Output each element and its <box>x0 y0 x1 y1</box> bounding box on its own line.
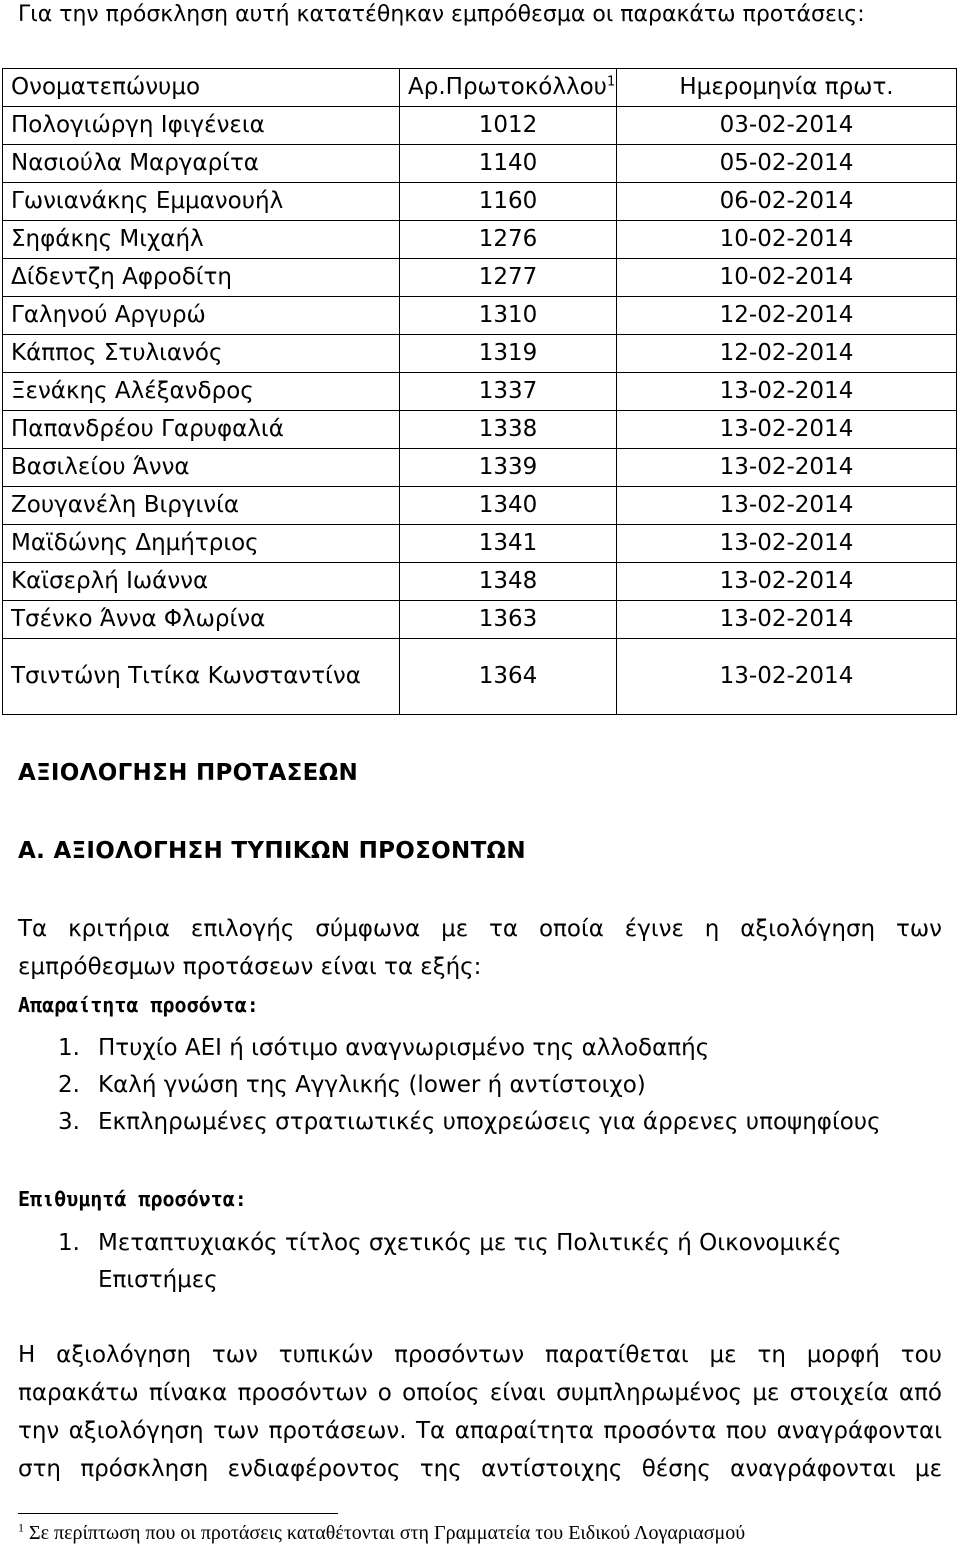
list-item-text: Εκπληρωμένες στρατιωτικές υποχρεώσεις για άρρενες υποψηφίους <box>98 1109 881 1135</box>
intro-text: Για την πρόσκληση αυτή κατατέθηκαν εμπρόθεσμα οι παρακάτω προτάσεις: <box>18 2 865 27</box>
criteria-line-1: Τα κριτήρια επιλογής σύμφωνα με τα οποία έγινε η αξιολόγηση των <box>18 916 942 942</box>
cell-name: Βασιλείου Άννα <box>3 449 400 487</box>
table-row <box>3 107 957 145</box>
cell-date: 06-02-2014 <box>617 183 957 221</box>
cell-name: Σηφάκης Μιχαήλ <box>3 221 400 259</box>
desired-list <box>58 1225 918 1299</box>
list-item-number: 2. <box>58 1072 80 1098</box>
evaluation-line-1: Η αξιολόγηση των τυπικών προσόντων παρατίθεται με τη μορφή του <box>18 1342 942 1368</box>
cell-date: 13-02-2014 <box>617 563 957 601</box>
cell-name: Πολογιώργη Ιφιγένεια <box>3 107 400 145</box>
table-row <box>3 487 957 525</box>
table-row <box>3 411 957 449</box>
cell-name: Ζουγανέλη Βιργινία <box>3 487 400 525</box>
table-row <box>3 183 957 221</box>
cell-protocol: 1340 <box>400 487 617 525</box>
cell-protocol: 1160 <box>400 183 617 221</box>
desired-label: Επιθυμητά προσόντα: <box>18 1187 247 1211</box>
cell-name: Τσένκο Άννα Φλωρίνα <box>3 601 400 639</box>
cell-date: 03-02-2014 <box>617 107 957 145</box>
cell-date: 12-02-2014 <box>617 297 957 335</box>
cell-date: 13-02-2014 <box>617 373 957 411</box>
criteria-line-2: εμπρόθεσμων προτάσεων είναι τα εξής: <box>18 954 482 980</box>
table-row <box>3 335 957 373</box>
cell-protocol: 1338 <box>400 411 617 449</box>
evaluation-paragraph <box>18 1336 942 1488</box>
cell-date: 13-02-2014 <box>617 411 957 449</box>
table-row <box>3 259 957 297</box>
desired-line-2: Επιστήμες <box>98 1267 218 1293</box>
list-item-number: 1. <box>58 1035 80 1061</box>
table-row <box>3 639 957 715</box>
cell-protocol: 1140 <box>400 145 617 183</box>
cell-protocol: 1339 <box>400 449 617 487</box>
footnote-divider <box>18 1513 338 1514</box>
cell-protocol: 1319 <box>400 335 617 373</box>
list-item <box>58 1030 881 1067</box>
list-item <box>58 1067 881 1104</box>
list-item <box>58 1104 881 1141</box>
cell-protocol: 1348 <box>400 563 617 601</box>
table-row <box>3 373 957 411</box>
cell-date: 13-02-2014 <box>617 601 957 639</box>
list-item-number: 1. <box>58 1230 80 1256</box>
cell-protocol: 1310 <box>400 297 617 335</box>
cell-date: 10-02-2014 <box>617 221 957 259</box>
cell-date: 13-02-2014 <box>617 487 957 525</box>
cell-date: 12-02-2014 <box>617 335 957 373</box>
evaluation-line-3: την αξιολόγηση των προτάσεων. Τα απαραίτητα προσόντα που αναγράφονται <box>18 1418 942 1444</box>
table-row <box>3 601 957 639</box>
evaluation-line-2: παρακάτω πίνακα προσόντων ο οποίος είναι συμπληρωμένος με στοιχεία από <box>18 1380 942 1406</box>
proposals-table <box>2 68 957 715</box>
cell-name: Κάππος Στυλιανός <box>3 335 400 373</box>
header-protocol-label: Αρ.Πρωτοκόλλου <box>408 74 607 100</box>
subsection-title: Α. ΑΞΙΟΛΟΓΗΣΗ ΤΥΠΙΚΩΝ ΠΡΟΣΟΝΤΩΝ <box>18 838 526 864</box>
list-item-text: Καλή γνώση της Αγγλικής (lower ή αντίστοιχο) <box>98 1072 646 1098</box>
table-row <box>3 297 957 335</box>
list-item-number: 3. <box>58 1109 80 1135</box>
cell-protocol: 1364 <box>400 639 617 715</box>
table-header-row <box>3 69 957 107</box>
section-title: ΑΞΙΟΛΟΓΗΣΗ ΠΡΟΤΑΣΕΩΝ <box>18 760 359 786</box>
footnote-text: Σε περίπτωση που οι προτάσεις καταθέτονται στη Γραμματεία του Ειδικού Λογαριασμού <box>29 1522 746 1544</box>
desired-line-1: Μεταπτυχιακός τίτλος σχετικός με τις Πολιτικές ή Οικονομικές <box>98 1230 842 1256</box>
cell-protocol: 1276 <box>400 221 617 259</box>
list-item-text: Πτυχίο ΑΕΙ ή ισότιμο αναγνωρισμένο της αλλοδαπής <box>98 1035 710 1061</box>
table-row <box>3 221 957 259</box>
cell-protocol: 1277 <box>400 259 617 297</box>
cell-protocol: 1363 <box>400 601 617 639</box>
cell-name: Μαϊδώνης Δημήτριος <box>3 525 400 563</box>
cell-date: 05-02-2014 <box>617 145 957 183</box>
cell-name: Γαληνού Αργυρώ <box>3 297 400 335</box>
footnote-mark: 1 <box>606 74 616 90</box>
header-protocol <box>400 69 617 107</box>
table-row <box>3 145 957 183</box>
cell-name: Δίδεντζη Αφροδίτη <box>3 259 400 297</box>
cell-date: 13-02-2014 <box>617 449 957 487</box>
cell-date: 13-02-2014 <box>617 639 957 715</box>
cell-name: Καϊσερλή Ιωάννα <box>3 563 400 601</box>
header-name: Ονοματεπώνυμο <box>3 69 400 107</box>
cell-name: Ξενάκης Αλέξανδρος <box>3 373 400 411</box>
header-date: Ημερομηνία πρωτ. <box>617 69 957 107</box>
cell-date: 13-02-2014 <box>617 525 957 563</box>
table-row <box>3 449 957 487</box>
criteria-paragraph <box>18 910 942 986</box>
table-row <box>3 525 957 563</box>
cell-name: Γωνιανάκης Εμμανουήλ <box>3 183 400 221</box>
evaluation-line-4: στη πρόσκληση ενδιαφέροντος της αντίστοιχης θέσης αναγράφονται με <box>18 1456 942 1482</box>
footnote <box>18 1522 745 1545</box>
cell-name: Νασιούλα Μαργαρίτα <box>3 145 400 183</box>
cell-protocol: 1012 <box>400 107 617 145</box>
cell-name: Τσιντώνη Τιτίκα Κωνσταντίνα <box>3 639 400 715</box>
footnote-number: 1 <box>18 1520 24 1535</box>
cell-protocol: 1341 <box>400 525 617 563</box>
table-row <box>3 563 957 601</box>
required-list <box>58 1030 881 1141</box>
cell-date: 10-02-2014 <box>617 259 957 297</box>
required-label: Απαραίτητα προσόντα: <box>18 993 259 1017</box>
cell-protocol: 1337 <box>400 373 617 411</box>
cell-name: Παπανδρέου Γαρυφαλιά <box>3 411 400 449</box>
